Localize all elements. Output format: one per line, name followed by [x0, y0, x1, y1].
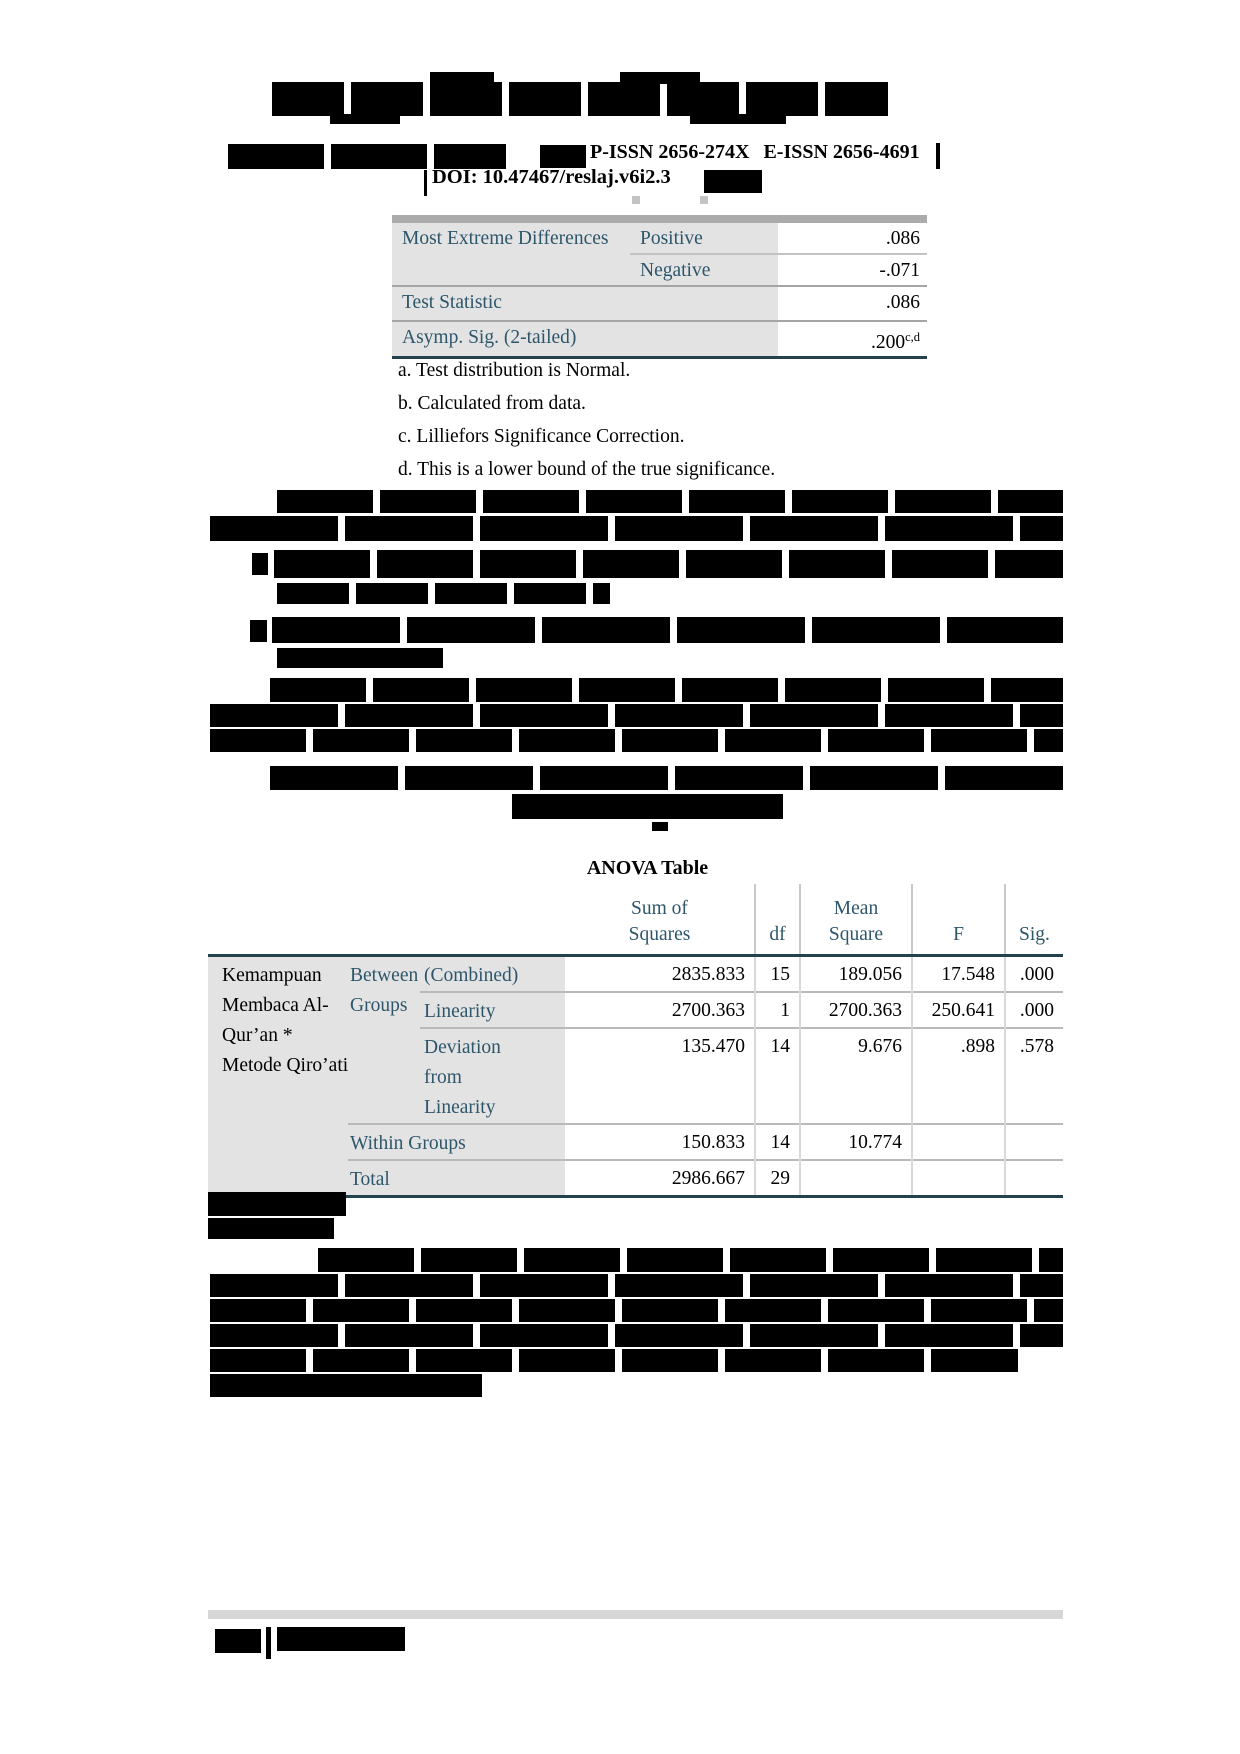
anova-within-groups-label: Within Groups: [348, 1124, 565, 1160]
header-line: Sum of: [631, 898, 688, 919]
anova-within-f-empty: [912, 1124, 1005, 1160]
label-line: Groups: [350, 995, 408, 1016]
redacted-centered-line: [512, 794, 783, 819]
anova-combined-f: 17.548: [912, 956, 1005, 993]
artifact-dot: [700, 196, 708, 204]
anova-total-mean-sq-empty: [800, 1160, 912, 1197]
stub-line: Metode Qiro’ati: [222, 1055, 349, 1076]
anova-within-df: 14: [755, 1124, 800, 1160]
anova-total-df: 29: [755, 1160, 800, 1197]
anova-between-groups-label: [348, 956, 420, 1125]
redacted-paragraph-line: [270, 766, 1063, 790]
redacted-page-range: [540, 145, 586, 168]
anova-linearity-label: Linearity: [420, 992, 565, 1028]
artifact-dot: [632, 196, 640, 204]
ks-sub-label-positive: Positive: [630, 223, 778, 254]
header-line: Mean: [833, 898, 879, 919]
redacted-paragraph-line: [277, 490, 1063, 513]
anova-header-df: df: [755, 884, 800, 956]
anova-within-sum-sq: 150.833: [565, 1124, 755, 1160]
redacted-paragraph-line: [210, 1374, 482, 1397]
redacted-caption-line: [208, 1192, 346, 1216]
label-line: Deviation: [424, 1037, 501, 1058]
anova-header-sum-of-squares: [565, 884, 755, 956]
anova-header-mean-square: [800, 884, 912, 956]
header-line: Square: [828, 924, 884, 945]
redacted-paragraph-line: [210, 516, 1063, 541]
redacted-paragraph-line: [210, 1324, 1063, 1347]
header-line: Squares: [628, 924, 691, 945]
redacted-list-item-line: [274, 550, 1063, 578]
anova-combined-df: 15: [755, 956, 800, 993]
anova-table-title: ANOVA Table: [586, 857, 709, 879]
anova-deviation-f: .898: [912, 1028, 1005, 1124]
table-top-bar: [392, 215, 927, 223]
redacted-list-item-line: [277, 648, 443, 668]
ks-row-label-asymp-sig: Asymp. Sig. (2-tailed): [392, 321, 778, 358]
redacted-journal-title-fragment: [330, 114, 400, 124]
anova-total-sig-empty: [1005, 1160, 1063, 1197]
anova-within-mean-sq: 10.774: [800, 1124, 912, 1160]
redacted-list-marker: [252, 553, 268, 575]
redacted-footer-text: [277, 1627, 405, 1651]
anova-linearity-f: 250.641: [912, 992, 1005, 1028]
ks-row-label-test-statistic: Test Statistic: [392, 286, 778, 321]
ks-value-test-statistic: .086: [778, 286, 927, 321]
redacted-paragraph-line: [210, 1274, 1063, 1297]
anova-linearity-sum-sq: 2700.363: [565, 992, 755, 1028]
redacted-caption-line: [208, 1218, 334, 1239]
footer-separator-mark: [266, 1627, 271, 1659]
e-issn-text: E-ISSN 2656-4691: [763, 141, 920, 163]
anova-total-label: Total: [348, 1160, 565, 1197]
anova-row-stub: [208, 956, 348, 1197]
ks-value-asymp-sig: [778, 321, 927, 358]
issn-line: [590, 141, 920, 164]
stub-line: Qur’an *: [222, 1025, 293, 1046]
redacted-mark: [424, 170, 427, 196]
redacted-journal-title-fragment: [690, 114, 786, 124]
anova-deviation-mean-sq: 9.676: [800, 1028, 912, 1124]
stub-line: Kemampuan: [222, 965, 322, 986]
label-line: Between: [350, 965, 419, 986]
anova-combined-mean-sq: 189.056: [800, 956, 912, 993]
anova-linearity-mean-sq: 2700.363: [800, 992, 912, 1028]
redacted-paragraph-line: [210, 729, 1063, 752]
anova-combined-sum-sq: 2835.833: [565, 956, 755, 993]
ks-value-positive: .086: [778, 223, 927, 254]
footer-divider-bar: [208, 1610, 1063, 1619]
anova-header-f: F: [912, 884, 1005, 956]
redacted-paragraph-line: [210, 1299, 1063, 1322]
p-issn-text: P-ISSN 2656-274X: [590, 141, 750, 163]
anova-within-sig-empty: [1005, 1124, 1063, 1160]
ks-sub-label-negative: Negative: [630, 254, 778, 286]
footnote-d: d. This is a lower bound of the true significance.: [398, 459, 776, 480]
ks-asymp-sig-number: .200: [870, 332, 906, 353]
anova-deviation-df: 14: [755, 1028, 800, 1124]
anova-linearity-sig: .000: [1005, 992, 1063, 1028]
redacted-journal-title-fragment: [430, 72, 494, 84]
label-line: from: [424, 1067, 462, 1088]
anova-table: [208, 884, 1063, 1198]
ks-test-table: [392, 215, 927, 359]
redacted-paragraph-line: [210, 704, 1063, 727]
redacted-list-item-line: [272, 617, 1063, 643]
ks-row-label-most-extreme: Most Extreme Differences: [392, 223, 630, 286]
ks-asymp-sig-superscript: c,d: [905, 330, 920, 344]
anova-header-sig: Sig.: [1005, 884, 1063, 956]
footnote-c: c. Lilliefors Significance Correction.: [398, 426, 685, 447]
anova-combined-sig: .000: [1005, 956, 1063, 993]
stub-line: Membaca Al-: [222, 995, 329, 1016]
redacted-doi-suffix: [704, 170, 762, 193]
anova-total-sum-sq: 2986.667: [565, 1160, 755, 1197]
label-line: Linearity: [424, 1097, 496, 1118]
redacted-list-marker: [250, 620, 267, 642]
anova-deviation-sig: .578: [1005, 1028, 1063, 1124]
doi-line: DOI: 10.47467/reslaj.v6i2.3: [432, 166, 671, 188]
redacted-journal-title: [272, 82, 888, 116]
redacted-paragraph-line: [210, 1349, 1018, 1372]
footnote-a: a. Test distribution is Normal.: [398, 360, 631, 381]
anova-header-empty: [208, 884, 565, 956]
ks-value-negative: -.071: [778, 254, 927, 286]
anova-combined-label: (Combined): [420, 956, 565, 993]
redacted-journal-title-fragment: [620, 72, 700, 84]
redacted-page-number: [215, 1629, 261, 1653]
redacted-fragment: [652, 822, 668, 831]
anova-linearity-df: 1: [755, 992, 800, 1028]
anova-total-f-empty: [912, 1160, 1005, 1197]
anova-deviation-label: [420, 1028, 565, 1124]
redacted-mark: [936, 143, 940, 169]
table-footnotes: [398, 360, 775, 492]
redacted-paragraph-line: [270, 678, 1063, 702]
anova-deviation-sum-sq: 135.470: [565, 1028, 755, 1124]
redacted-paragraph-line: [318, 1248, 1063, 1272]
redacted-list-item-line: [277, 583, 610, 604]
footnote-b: b. Calculated from data.: [398, 393, 586, 414]
